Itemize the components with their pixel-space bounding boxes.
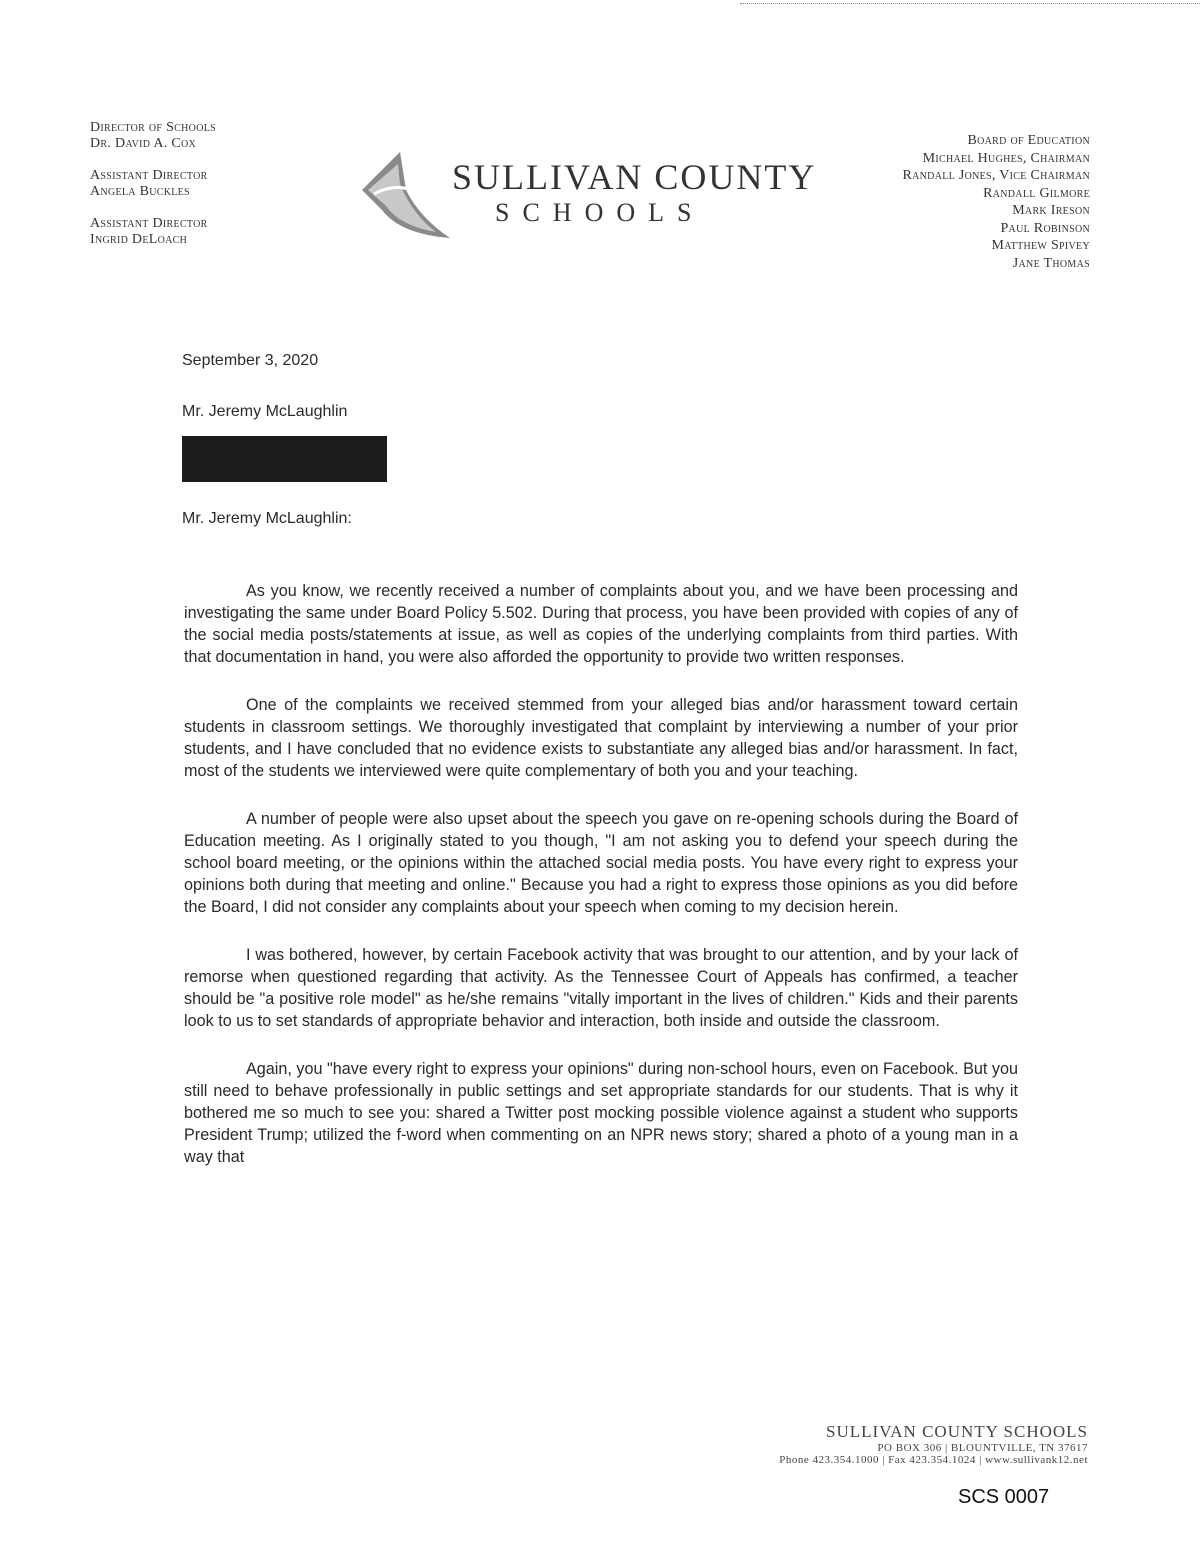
board-member: Jane Thomas	[1012, 255, 1090, 271]
letter-footer	[779, 1422, 1088, 1466]
board-member: Paul Robinson	[1000, 220, 1090, 236]
board-title: Board of Education	[967, 133, 1090, 148]
footer-org-name: SULLIVAN COUNTY SCHOOLS	[826, 1422, 1088, 1441]
redacted-address-block	[182, 436, 387, 482]
staff-list	[90, 120, 216, 264]
staff-director	[90, 120, 216, 152]
scan-edge-line	[740, 3, 1200, 4]
addressee-name: Mr. Jeremy McLaughlin	[182, 403, 348, 420]
district-logo	[360, 150, 820, 240]
logo-name: SULLIVAN COUNTY	[452, 157, 817, 197]
staff-name: Dr. David A. Cox	[90, 136, 197, 151]
letter-date: September 3, 2020	[182, 352, 319, 369]
board-member: Michael Hughes, Chairman	[922, 150, 1090, 166]
footer-address: PO BOX 306 | BLOUNTVILLE, TN 37617	[877, 1442, 1088, 1454]
staff-title: Assistant Director	[90, 168, 208, 183]
body-paragraph: One of the complaints we received stemmed from your alleged bias and/or harassment toward certain students in classroom settings. We thoroughly investigated that complaint by interviewing a number of your prior students, and I have concluded that no evidence exists to substantiate any alleged bias and/or harassment. In fact, most of the students we interviewed were quite complementary of both you and your teaching.	[184, 696, 1018, 780]
staff-assistant-director-1	[90, 168, 216, 200]
letter-body	[184, 580, 1018, 1194]
board-member: Matthew Spivey	[991, 238, 1090, 253]
staff-name: Ingrid DeLoach	[90, 232, 188, 247]
footer-contact: Phone 423.354.1000 | Fax 423.354.1024 | www.sullivank12.net	[779, 1454, 1088, 1466]
staff-title: Assistant Director	[90, 216, 208, 231]
body-paragraph: As you know, we recently received a number of complaints about you, and we have been processing and investigating the same under Board Policy 5.502. During that process, you have been provided with copies of any of the social media posts/statements at issue, as well as copies of the underlying complaints from third parties. With that documentation in hand, you were also afforded the opportunity to provide two written responses.	[184, 582, 1018, 666]
board-member: Randall Gilmore	[983, 185, 1090, 201]
staff-name: Angela Buckles	[90, 184, 190, 199]
board-member: Mark Ireson	[1012, 203, 1090, 218]
board-of-education-list	[903, 132, 1091, 272]
bates-number: SCS 0007	[958, 1486, 1050, 1508]
body-paragraph: I was bothered, however, by certain Facebook activity that was brought to our attention, and by your lack of remorse when questioned regarding that activity. As the Tennessee Court of Appeals has confirmed, a teacher should be "a positive role model" as he/she remains "vitally important in the lives of children." Kids and their parents look to us to set standards of appropriate behavior and interaction, both inside and outside the classroom.	[184, 946, 1018, 1030]
body-paragraph: Again, you "have every right to express your opinions" during non-school hours, even on Facebook. But you still need to behave professionally in public settings and set appropriate standards for our students. That is why it bothered me so much to see you: shared a Twitter post mocking possible violence against a student who supports President Trump; utilized the f-word when commenting on an NPR news story; shared a photo of a young man in a way that	[184, 1060, 1018, 1166]
staff-assistant-director-2	[90, 216, 216, 248]
staff-title: Director of Schools	[90, 120, 216, 135]
logo-subtitle: SCHOOLS	[495, 198, 705, 227]
mountain-logo-icon	[360, 150, 450, 240]
body-paragraph: A number of people were also upset about the speech you gave on re-opening schools during the Board of Education meeting. As I originally stated to you though, "I am not asking you to defend your speech during the school board meeting, or the opinions within the attached social media posts. You have every right to express your opinions both during that meeting and online." Because you had a right to express those opinions as you did before the Board, I did not consider any complaints about your speech when coming to my decision herein.	[184, 810, 1018, 916]
board-member: Randall Jones, Vice Chairman	[902, 168, 1090, 183]
salutation: Mr. Jeremy McLaughlin:	[182, 510, 352, 527]
